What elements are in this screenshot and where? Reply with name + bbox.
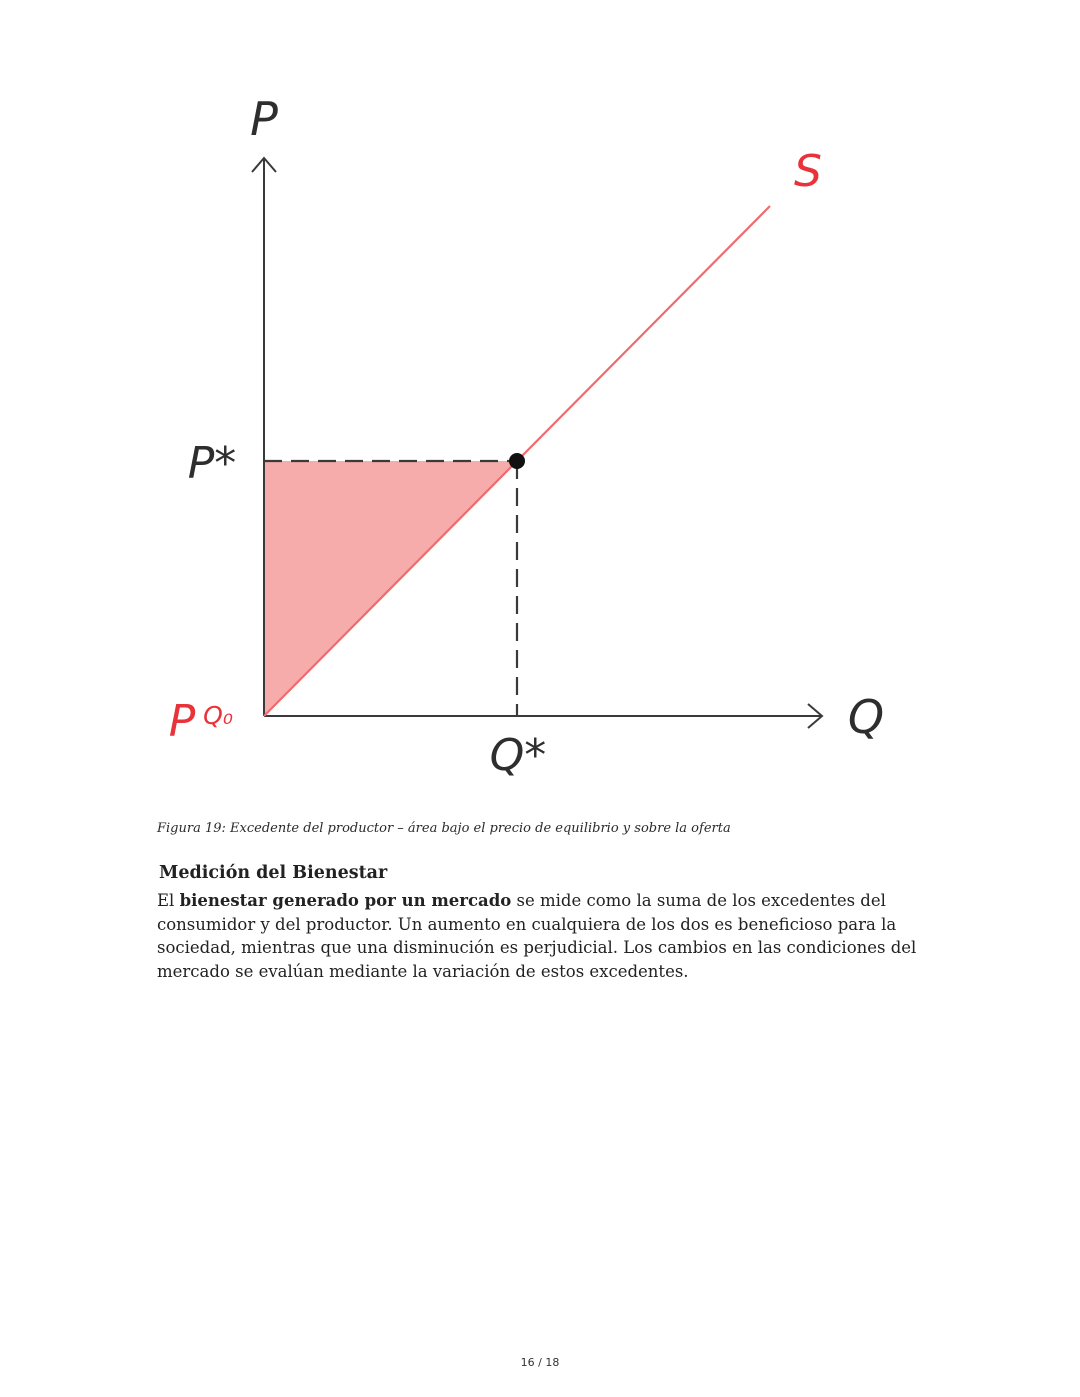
min-price-label: P	[168, 696, 196, 747]
section-paragraph	[157, 889, 927, 983]
min-price-subscript: Q₀	[203, 701, 233, 730]
paragraph-rest: se mide como la suma de los excedentes del consumidor y del productor. Un aumento en cualquiera de los dos es beneficioso para la sociedad, mientras que una disminución es perjudicial. Los cambios en las condiciones del mercado se evalúan mediante la variación de estos excedentes.	[157, 891, 917, 981]
x-axis-label: Q	[847, 690, 885, 744]
y-axis-label: P	[250, 92, 278, 146]
figure-caption: Figura 19: Excedente del productor – área bajo el precio de equilibrio y sobre la oferta	[157, 821, 731, 836]
supply-label: S	[794, 146, 822, 197]
page-number: 16 / 18	[520, 1356, 560, 1369]
equilibrium-quantity-label: Q*	[489, 730, 547, 781]
equilibrium-price-label: P*	[187, 438, 237, 489]
paragraph-emphasis: bienestar generado por un mercado	[179, 891, 512, 910]
equilibrium-point	[509, 453, 525, 469]
section-heading: Medición del Bienestar	[159, 863, 388, 883]
paragraph-lead: El	[157, 891, 180, 910]
